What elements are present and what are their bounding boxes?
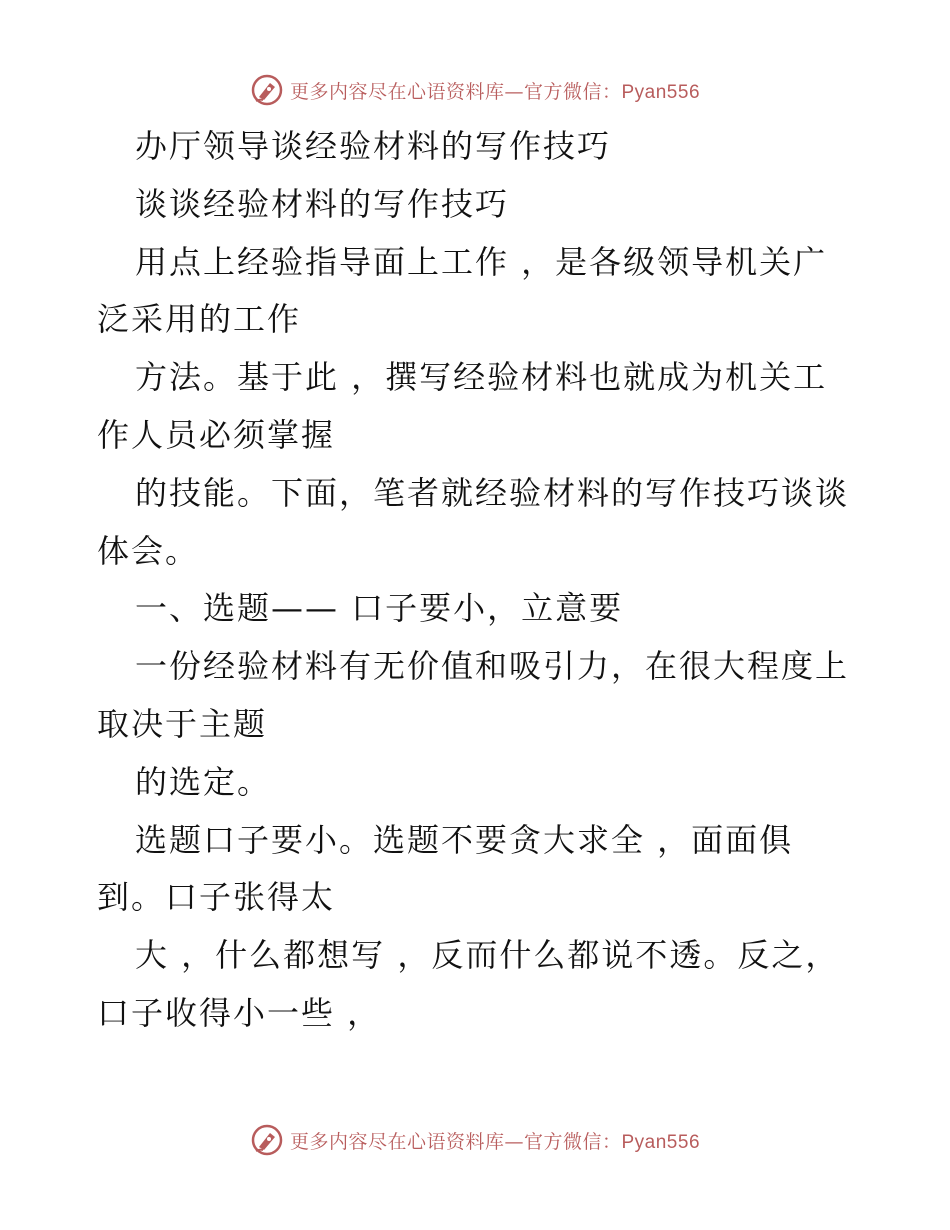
banner-label: 更多内容尽在心语资料库—官方微信： xyxy=(289,80,622,103)
pen-nib-logo-icon xyxy=(250,73,284,107)
body-text-line: 大 ，什么都想写 ，反而什么都说不透。反之， xyxy=(135,936,840,975)
body-text-line: 方法。基于此 ，撰写经验材料也就成为机关工 xyxy=(135,358,828,397)
body-text-line: 的技能。下面，笔者就经验材料的写作技巧谈谈 xyxy=(135,473,850,512)
banner-wechat-id: Pyan556 xyxy=(621,81,701,103)
body-text-line: 到。口子张得太 xyxy=(97,878,336,917)
body-text-line: 用点上经验指导面上工作 ，是各级领导机关广 xyxy=(135,242,828,281)
body-text-line: 的选定。 xyxy=(135,762,272,801)
banner-text xyxy=(290,1127,700,1154)
document-body xyxy=(97,118,867,1043)
body-text-line: 作人员必须掌握 xyxy=(97,415,336,454)
body-text-line: 口子收得小一些 ， xyxy=(97,993,382,1032)
body-text-line: 办厅领导谈经验材料的写作技巧 xyxy=(135,127,612,165)
body-text-line: 泛采用的工作 xyxy=(97,300,302,339)
footer-banner xyxy=(0,1120,950,1160)
body-text-line: 谈谈经验材料的写作技巧 xyxy=(135,184,510,223)
banner-text xyxy=(290,77,700,104)
banner-wechat-id: Pyan556 xyxy=(621,1131,701,1153)
header-banner xyxy=(0,70,950,110)
body-text-line: 一份经验材料有无价值和吸引力，在很大程度上 xyxy=(135,647,850,686)
body-text-line: 体会。 xyxy=(97,531,200,570)
banner-label: 更多内容尽在心语资料库—官方微信： xyxy=(289,1130,622,1153)
body-text-line: 一、选题—— 口子要小，立意要 xyxy=(135,589,624,628)
body-text-line: 取决于主题 xyxy=(97,704,268,743)
pen-nib-logo-icon xyxy=(250,1123,284,1157)
body-text-line: 选题口子要小。选题不要贪大求全 ，面面俱 xyxy=(135,820,794,859)
